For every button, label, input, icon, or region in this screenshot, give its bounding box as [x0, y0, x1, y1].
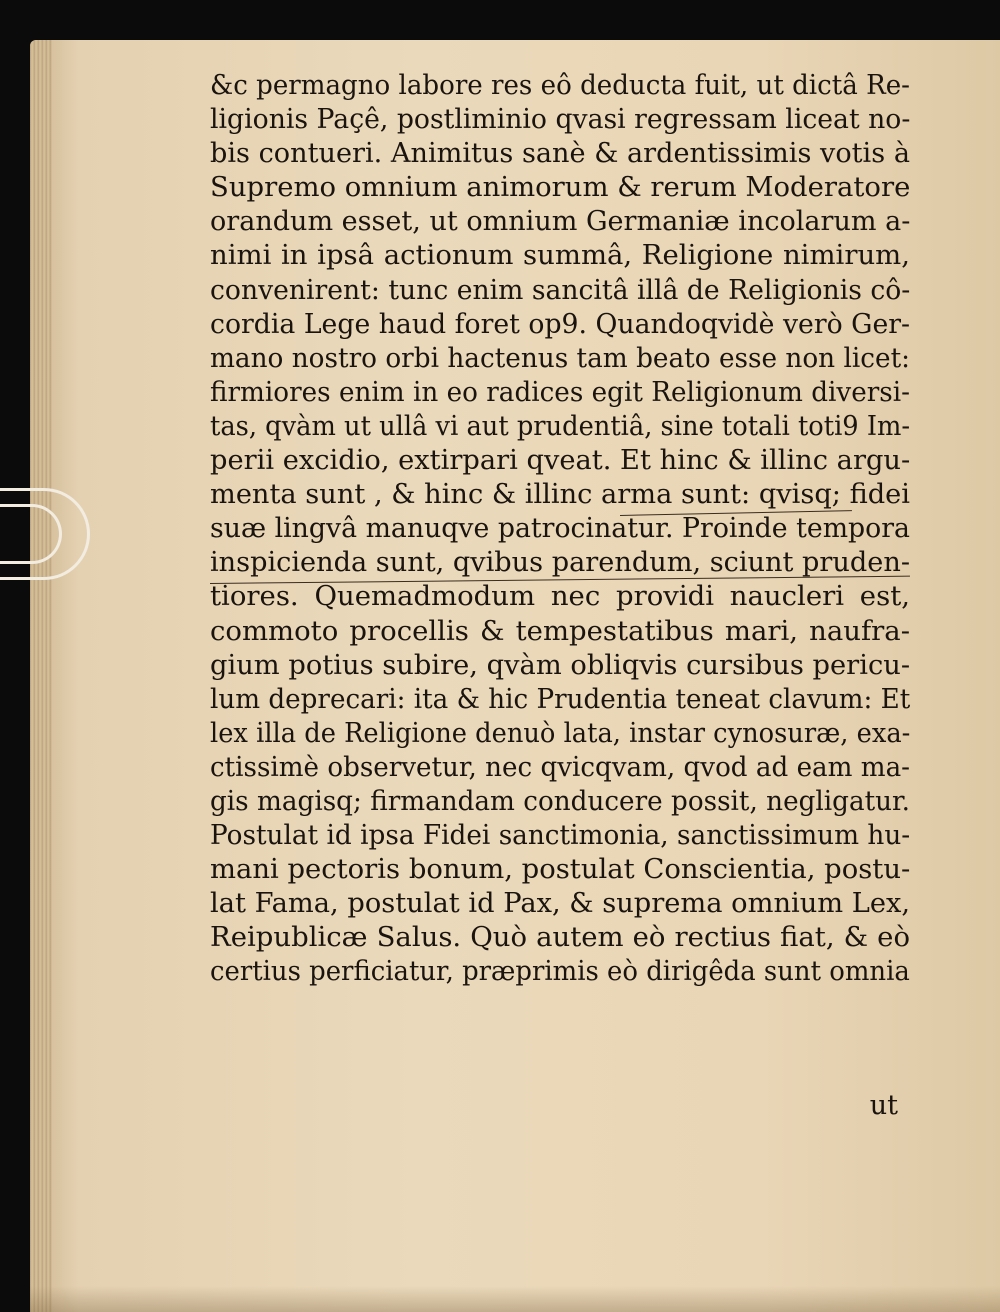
text-line: mani pectoris bonum, postulat Conscientia, postu- [210, 853, 911, 886]
text-line: firmiores enim in eo radices egit Religionum diversi- [210, 375, 911, 408]
text-line: Postulat id ipsa Fidei sanctimonia, sanctissimum hu- [210, 819, 911, 852]
text-line: orandum esset, ut omnium Germaniæ incolarum a- [210, 205, 911, 238]
paper-clip-inner-loop [0, 504, 62, 564]
text-line: bis contueri. Animitus sanè & ardentissimis votis à [210, 137, 910, 170]
text-line: lex illa de Religione denuò lata, instar cynosuræ, exa- [210, 716, 911, 749]
text-line: gium potius subire, qvàm obliqvis cursibus pericu- [210, 648, 911, 681]
text-line: &c permagno labore res eô deducta fuit, ut dictâ Re- [210, 69, 910, 101]
body-text [210, 68, 910, 989]
text-line: certius perficiatur, præprimis eò dirigêda sunt omnia [210, 955, 910, 988]
text-line: perii excidio, extirpari qveat. Et hinc & illinc argu- [210, 444, 911, 477]
text-line: commoto procellis & tempestatibus mari, naufra- [210, 614, 910, 647]
text-line: ligionis Paçê, postliminio qvasi regressam liceat no- [210, 103, 911, 136]
text-line: ctissimè observetur, nec qvicqvam, qvod ad eam ma- [210, 750, 911, 783]
page-edge [30, 40, 52, 1312]
page-bottom-shadow [30, 1286, 1000, 1312]
text-line: suæ lingvâ manuqve patrocinatur. Proinde tempora [210, 512, 910, 545]
text-line: Reipublicæ Salus. Quò autem eò rectius fiat, & eò [210, 921, 910, 954]
text-line: lat Fama, postulat id Pax, & suprema omnium Lex, [210, 887, 911, 920]
text-line: Supremo omnium animorum & rerum Moderatore [210, 171, 911, 204]
text-line: nimi in ipsâ actionum summâ, Religione nimirum, [210, 239, 910, 272]
text-line: gis magisq; firmandam conducere possit, negligatur. [210, 784, 911, 817]
text-line: lum deprecari: ita & hic Prudentia teneat clavum: Et [210, 682, 911, 715]
catchword: ut [869, 1090, 898, 1121]
text-line: mano nostro orbi hactenus tam beato esse non licet: [210, 341, 911, 374]
text-line: menta sunt , & hinc & illinc arma sunt: qvisq; fidei [210, 478, 911, 511]
text-line: convenirent: tunc enim sancitâ illâ de Religionis cô- [210, 273, 911, 306]
text-line: cordia Lege haud foret op9. Quandoqvidè verò Ger- [210, 307, 911, 340]
text-line: tiores. Quemadmodum nec providi naucleri est, [210, 580, 910, 613]
text-line: tas, qvàm ut ullâ vi aut prudentiâ, sine totali toti9 Im- [210, 409, 911, 442]
text-line: inspicienda sunt, qvibus parendum, sciunt pruden- [210, 546, 910, 579]
